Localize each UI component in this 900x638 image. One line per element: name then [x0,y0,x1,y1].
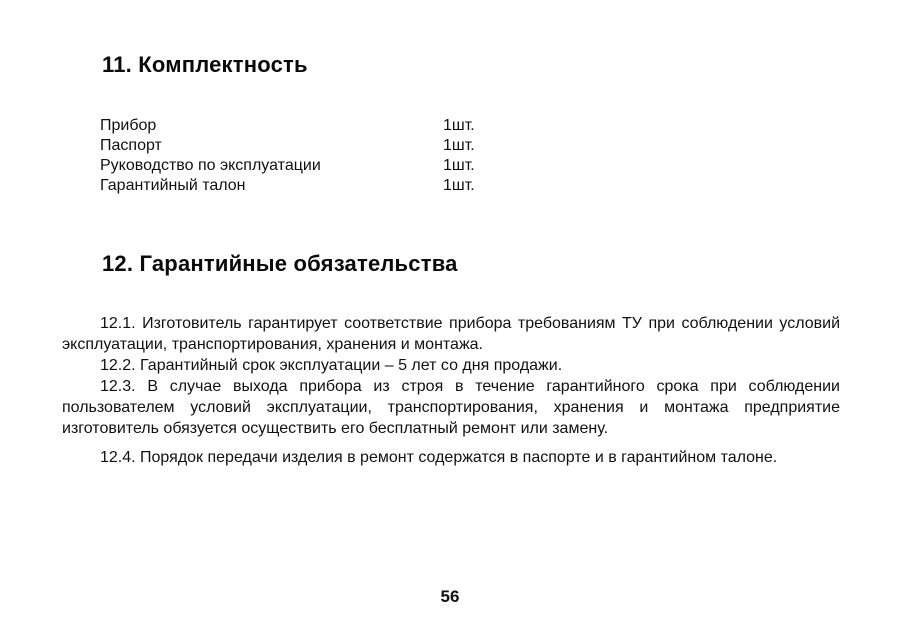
completeness-list [100,116,520,196]
section-title-warranty: 12. Гарантийные обязательства [102,251,458,276]
list-item [100,136,520,156]
warranty-paragraph-4: 12.4. Порядок передачи изделия в ремонт содержатся в паспорте и в гарантийном талоне. [100,449,778,466]
item-name: Гарантийный талон [100,177,246,194]
list-item [100,156,520,176]
item-name: Прибор [100,117,157,134]
warranty-text [62,313,840,468]
item-quantity: 1шт. [443,157,475,174]
page-number: 56 [440,587,460,606]
item-quantity: 1шт. [443,137,475,154]
warranty-paragraph-1: 12.1. Изготовитель гарантирует соответствие прибора требованиям ТУ при соблюдении условий эксплуатации, транспортирования, хранения и монтажа. [62,315,840,353]
warranty-paragraph-2: 12.2. Гарантийный срок эксплуатации – 5 лет со дня продажи. [100,357,563,374]
list-item [100,176,520,196]
item-name: Руководство по эксплуатации [100,157,321,174]
section-title-completeness: 11. Комплектность [102,52,308,77]
list-item [100,116,520,136]
item-quantity: 1шт. [443,117,475,134]
item-name: Паспорт [100,137,162,154]
warranty-paragraph-3: 12.3. В случае выхода прибора из строя в течение гарантийного срока при соблюдении пользователем условий эксплуатации, транспортирования, хранения и монтажа предприятие изготовитель обязуется осуществить его бесплатный ремонт или замену. [62,378,840,437]
item-quantity: 1шт. [443,177,475,194]
